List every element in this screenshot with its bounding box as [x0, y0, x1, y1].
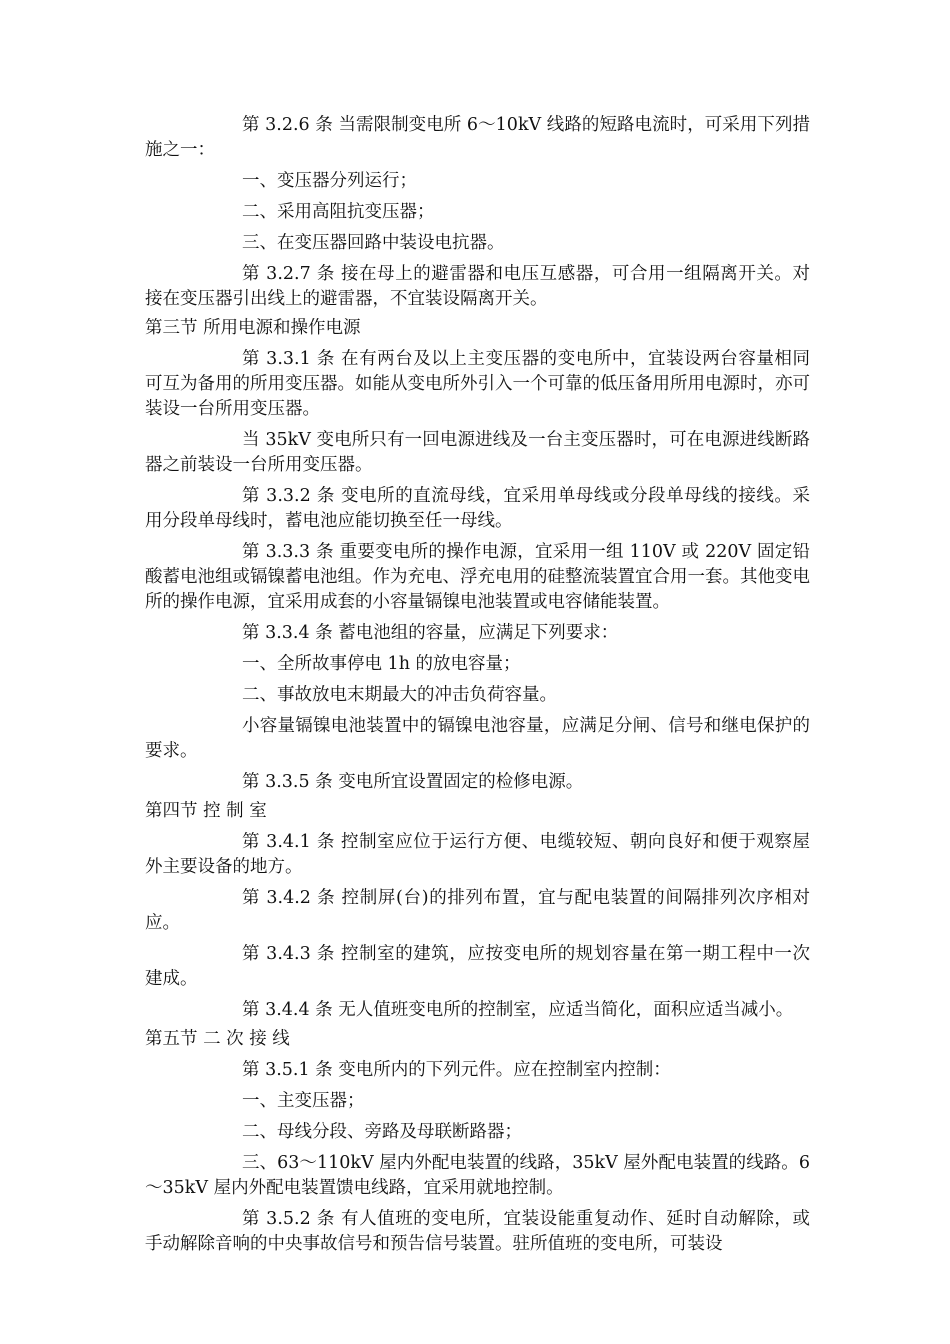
clause-3-4-1: 第 3.4.1 条 控制室应位于运行方便、电缆较短、朝向良好和便于观察屋外主要设备的地方。 — [145, 832, 810, 877]
list-item-1: 一、主变压器； — [242, 1091, 365, 1111]
clause-3-3-2: 第 3.3.2 条 变电所的直流母线，宜采用单母线或分段单母线的接线。采用分段单母线时，蓄电池应能切换至任一母线。 — [145, 486, 810, 531]
clause-3-2-7: 第 3.2.7 条 接在母上的避雷器和电压互感器，可合用一组隔离开关。对接在变压器引出线上的避雷器，不宜装设隔离开关。 — [145, 264, 810, 309]
list-item-2: 二、事故放电末期最大的冲击负荷容量。 — [242, 685, 557, 705]
section-heading-4: 第四节 控 制 室 — [145, 801, 267, 821]
clause-3-5-2: 第 3.5.2 条 有人值班的变电所，宜装设能重复动作、延时自动解除，或手动解除音响的中央事故信号和预告信号装置。驻所值班的变电所，可装设 — [145, 1209, 810, 1254]
clause-3-3-3: 第 3.3.3 条 重要变电所的操作电源，宜采用一组 110V 或 220V 固定铅酸蓄电池组或镉镍蓄电池组。作为充电、浮充电用的硅整流装置宜合用一套。其他变电所的操作电源，宜采用成套的小容量镉镍电池装置或电容储能装置。 — [145, 542, 810, 612]
list-item-1: 一、全所故事停电 1h 的放电容量； — [242, 654, 521, 674]
clause-3-3-1: 第 3.3.1 条 在有两台及以上主变压器的变电所中，宜装设两台容量相同可互为备用的所用变压器。如能从变电所外引入一个可靠的低压备用所用电源时，亦可装设一台所用变压器。 — [145, 349, 810, 419]
clause-3-4-2: 第 3.4.2 条 控制屏(台)的排列布置，宜与配电装置的间隔排列次序相对应。 — [145, 888, 810, 933]
clause-3-4-4: 第 3.4.4 条 无人值班变电所的控制室，应适当简化，面积应适当减小。 — [242, 1000, 794, 1020]
list-item-3: 三、63～110kV 屋内外配电装置的线路，35kV 屋外配电装置的线路。6～35kV 屋内外配电装置馈电线路，宜采用就地控制。 — [145, 1153, 810, 1198]
section-heading-3: 第三节 所用电源和操作电源 — [145, 318, 361, 338]
clause-3-3-4: 第 3.3.4 条 蓄电池组的容量，应满足下列要求： — [242, 623, 619, 643]
list-item-1: 一、变压器分列运行； — [242, 171, 417, 191]
clause-3-4-3: 第 3.4.3 条 控制室的建筑，应按变电所的规划容量在第一期工程中一次建成。 — [145, 944, 810, 989]
clause-3-2-6: 第 3.2.6 条 当需限制变电所 6～10kV 线路的短路电流时，可采用下列措施之一： — [145, 115, 810, 160]
clause-3-3-1-note: 当 35kV 变电所只有一回电源进线及一台主变压器时，可在电源进线断路器之前装设一台所用变压器。 — [145, 430, 810, 475]
section-heading-5: 第五节 二 次 接 线 — [145, 1029, 290, 1049]
clause-3-3-5: 第 3.3.5 条 变电所宜设置固定的检修电源。 — [242, 772, 584, 792]
list-item-2: 二、采用高阻抗变压器； — [242, 202, 435, 222]
list-item-3: 三、在变压器回路中装设电抗器。 — [242, 233, 505, 253]
list-item-2: 二、母线分段、旁路及母联断路器； — [242, 1122, 522, 1142]
document-body — [145, 113, 810, 1257]
clause-3-5-1: 第 3.5.1 条 变电所内的下列元件。应在控制室内控制： — [242, 1060, 671, 1080]
clause-3-3-4-note: 小容量镉镍电池装置中的镉镍电池容量，应满足分闸、信号和继电保护的要求。 — [145, 716, 810, 761]
